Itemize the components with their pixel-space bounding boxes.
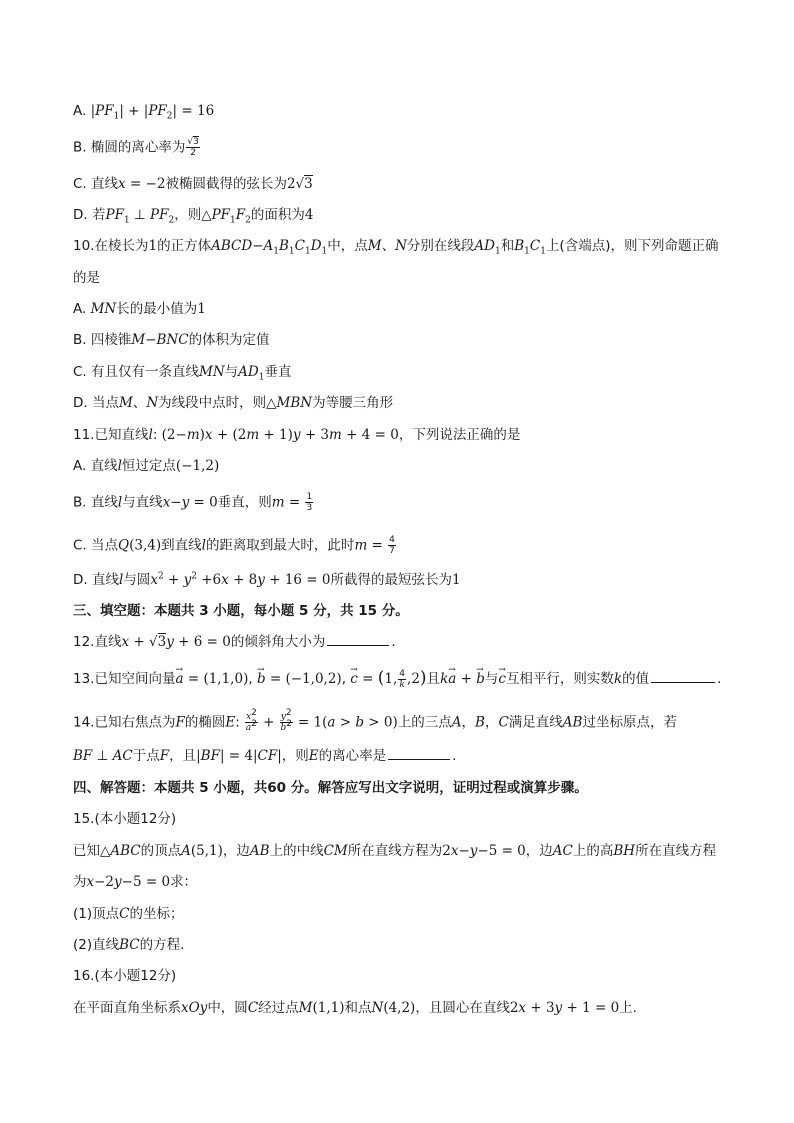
- q9-option-c: C. 直线x = −2被椭圆截得的弦长为2√3: [73, 176, 313, 192]
- answer-blank-13[interactable]: [651, 670, 715, 683]
- q14-line2: BF ⊥ AC于点F，且|BF| = 4|CF|，则E的离心率是 .: [73, 748, 457, 764]
- q10-option-b: B. 四棱锥M−BNC的体积为定值: [73, 332, 270, 348]
- q12: 12.直线x + √3y + 6 = 0的倾斜角大小为 .: [73, 634, 396, 650]
- q10-stem-line1: 10.在棱长为1的正方体$ABCD-A_1B_1C_1D_1$中，点M、N分别在线段$AD_1$和$B_1C_1$上(含端点)，则下列命题正确: [73, 238, 719, 257]
- q9-option-b: B. 椭圆的离心率为 $\frac{√3}{2}$: [73, 137, 199, 158]
- q13: 13.已知空间向量→ a = (1,1,0), → b = (−1,0,2), → c = (1, $\frac{4}{k}$ ,2)且k→ a + → b与→ c互相平行，则实数k的值 .: [73, 668, 734, 690]
- q15-stem-line1: 已知△ABC的顶点A(5,1)，边AB上的中线CM所在直线方程为2x−y−5 = 0，边AC上的高BH所在直线方程: [73, 843, 717, 859]
- q10-stem-line2: 的是: [73, 270, 100, 286]
- q10-option-a: A. MN长的最小值为1: [73, 301, 206, 317]
- q16-header: 16.(本小题12分): [73, 968, 177, 984]
- q10-option-c: C. 有且仅有一条直线MN与$AD_1$垂直: [73, 364, 292, 383]
- answer-blank-12[interactable]: [327, 633, 389, 646]
- q15-part1: (1)顶点C的坐标；: [73, 906, 184, 922]
- q11-option-d: D. 直线l与圆$x^2 + y^2 +6x + 8y + 16 = 0$所截得的最短弦长为1: [73, 571, 461, 588]
- q15-part2: (2)直线BC的方程.: [73, 937, 185, 953]
- q16-stem: 在平面直角坐标系xOy中，圆C经过点M(1,1)和点N(4,2)，且圆心在直线2x + 3y + 1 = 0上.: [73, 1000, 637, 1016]
- q15-stem-line2: 为x−2y−5 = 0求：: [73, 874, 198, 890]
- q11-option-c: C. 当点Q(3,4)到直线l的距离取到最大时，此时m = $\frac{4}{7}$: [73, 535, 395, 556]
- q11-option-b: B. 直线l与直线x−y = 0垂直，则m = $\frac{1}{3}$: [73, 492, 313, 513]
- q9-option-a: A. $|PF_1| + |PF_2| = 16$: [73, 103, 215, 122]
- q15-header: 15.(本小题12分): [73, 811, 177, 827]
- section3-heading: 三、填空题：本题共 3 小题，每小题 5 分，共 15 分。: [73, 603, 409, 619]
- q14-line1: 14.已知右焦点为F的椭圆E: $\frac{x^2}{a^2}$ + $\frac{y^2}{b^2}$ = 1(a > b > 0)上的三点A，B，C满足直线AB过坐标原点，若: [73, 708, 677, 733]
- q11-option-a: A. 直线l恒过定点(−1,2): [73, 458, 220, 474]
- q10-option-d: D. 当点M、N为线段中点时，则△MBN为等腰三角形: [73, 395, 394, 411]
- answer-blank-14[interactable]: [388, 747, 450, 760]
- q11-stem: 11.已知直线l: (2−m)x + (2m + 1)y + 3m + 4 = 0，下列说法正确的是: [73, 427, 521, 443]
- section4-heading: 四、解答题：本题共 5 小题，共60 分。解答应写出文字说明，证明过程或演算步骤。: [73, 780, 588, 796]
- q9-option-d: D. 若$PF_1$ ⊥ $PF_2$，则$\triangle PF_1F_2$的面积为4: [73, 207, 314, 226]
